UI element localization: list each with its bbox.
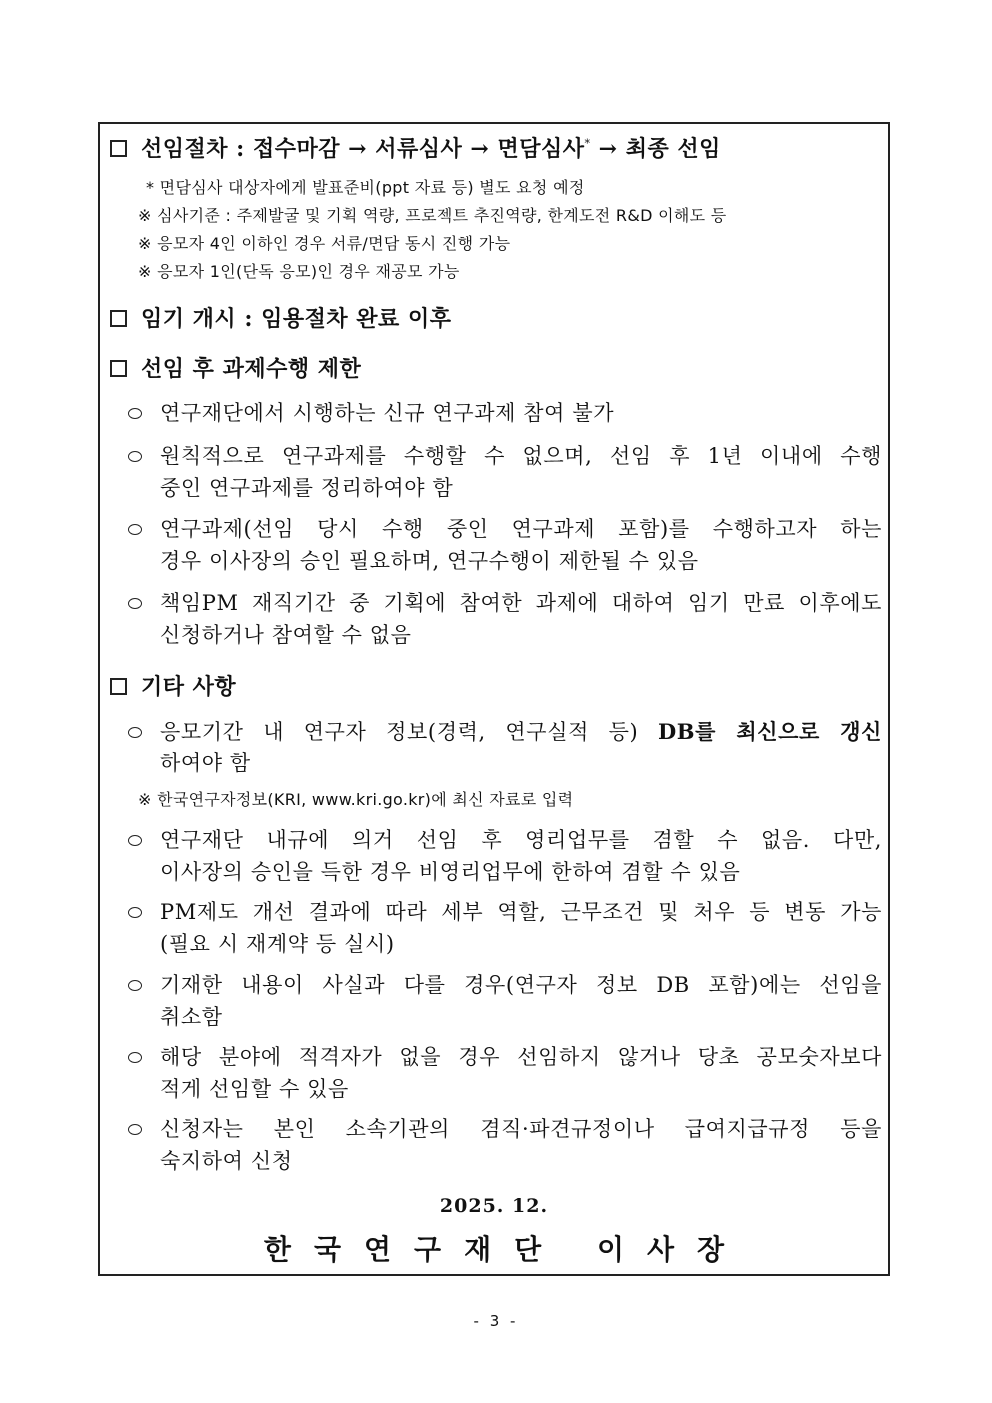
issue-date: 2025. 12. [439,1195,549,1217]
note-line: * 면담심사 대상자에게 발표준비(ppt 자료 등) 별도 요청 예정 [146,178,585,197]
bullet-circle-icon [128,727,142,738]
list-item-line: 연구과제(선임 당시 수행 중인 연구과제 포함)를 수행하고자 하는 [160,517,882,541]
list-item-line: 중인 연구과제를 정리하여야 함 [160,476,454,500]
bullet-circle-icon [128,1124,142,1135]
list-item-line: PM제도 개선 결과에 따라 세부 역할, 근무조건 및 처우 등 변동 가능 [160,900,882,924]
note-line: ※ 심사기준 : 주제발굴 및 기획 역량, 프로젝트 추진역량, 한계도전 R&D 이해도 등 [138,206,727,225]
list-item-line: 책임PM 재직기간 중 기획에 참여한 과제에 대하여 임기 만료 이후에도 [160,591,882,615]
list-item-line: 취소함 [160,1005,223,1029]
section-heading-etc: 기타 사항 [110,676,236,698]
issuer-signature: 한국연구재단 이사장 [263,1233,748,1266]
bullet-circle-icon [128,1052,142,1063]
list-item-line: 연구재단 내규에 의거 선임 후 영리업무를 겸할 수 없음. 다만, [160,828,882,852]
bullet-circle-icon [128,451,142,462]
note-line: ※ 응모자 1인(단독 응모)인 경우 재공모 가능 [138,262,460,281]
list-item-line: 경우 이사장의 승인 필요하며, 연구수행이 제한될 수 있음 [160,549,699,573]
list-item-line: 원칙적으로 연구과제를 수행할 수 없으며, 선임 후 1년 이내에 수행 [160,444,882,468]
checkbox-square-icon [110,140,127,157]
section-heading-selection: 선임절차 : 접수마감 → 서류심사 → 면담심사* → 최종 선임 [110,138,721,160]
bullet-circle-icon [128,408,142,419]
section-heading-restriction: 선임 후 과제수행 제한 [110,358,361,380]
page-number: - 3 - [473,1312,519,1330]
list-item-line: 숙지하여 신청 [160,1149,293,1173]
bullet-circle-icon [128,598,142,609]
list-item-line: 적게 선임할 수 있음 [160,1077,349,1101]
list-item-line: (필요 시 재계약 등 실시) [160,932,395,956]
list-item-line: 해당 분야에 적격자가 없을 경우 선임하지 않거나 당초 공모숫자보다 [160,1045,882,1069]
list-item-line: 신청하거나 참여할 수 없음 [160,623,412,647]
note-line: ※ 응모자 4인 이하인 경우 서류/면담 동시 진행 가능 [138,234,511,253]
bullet-circle-icon [128,524,142,535]
bullet-circle-icon [128,907,142,918]
list-item-line: 하여야 함 [160,751,251,775]
bullet-circle-icon [128,980,142,991]
checkbox-square-icon [110,310,127,327]
list-item-line: 기재한 내용이 사실과 다를 경우(연구자 정보 DB 포함)에는 선임을 [160,973,882,997]
section-heading-term: 임기 개시 : 임용절차 완료 이후 [110,308,451,330]
list-item-line: 연구재단에서 시행하는 신규 연구과제 참여 불가 [160,401,615,425]
list-item-line: 응모기간 내 연구자 정보(경력, 연구실적 등) DB를 최신으로 갱신 [160,719,882,744]
checkbox-square-icon [110,678,127,695]
note-line: ※ 한국연구자정보(KRI, www.kri.go.kr)에 최신 자료로 입력 [138,790,574,809]
list-item-line: 이사장의 승인을 득한 경우 비영리업무에 한하여 겸할 수 있음 [160,860,741,884]
list-item-line: 신청자는 본인 소속기관의 겸직·파견규정이나 급여지급규정 등을 [160,1117,882,1141]
checkbox-square-icon [110,360,127,377]
bullet-circle-icon [128,835,142,846]
